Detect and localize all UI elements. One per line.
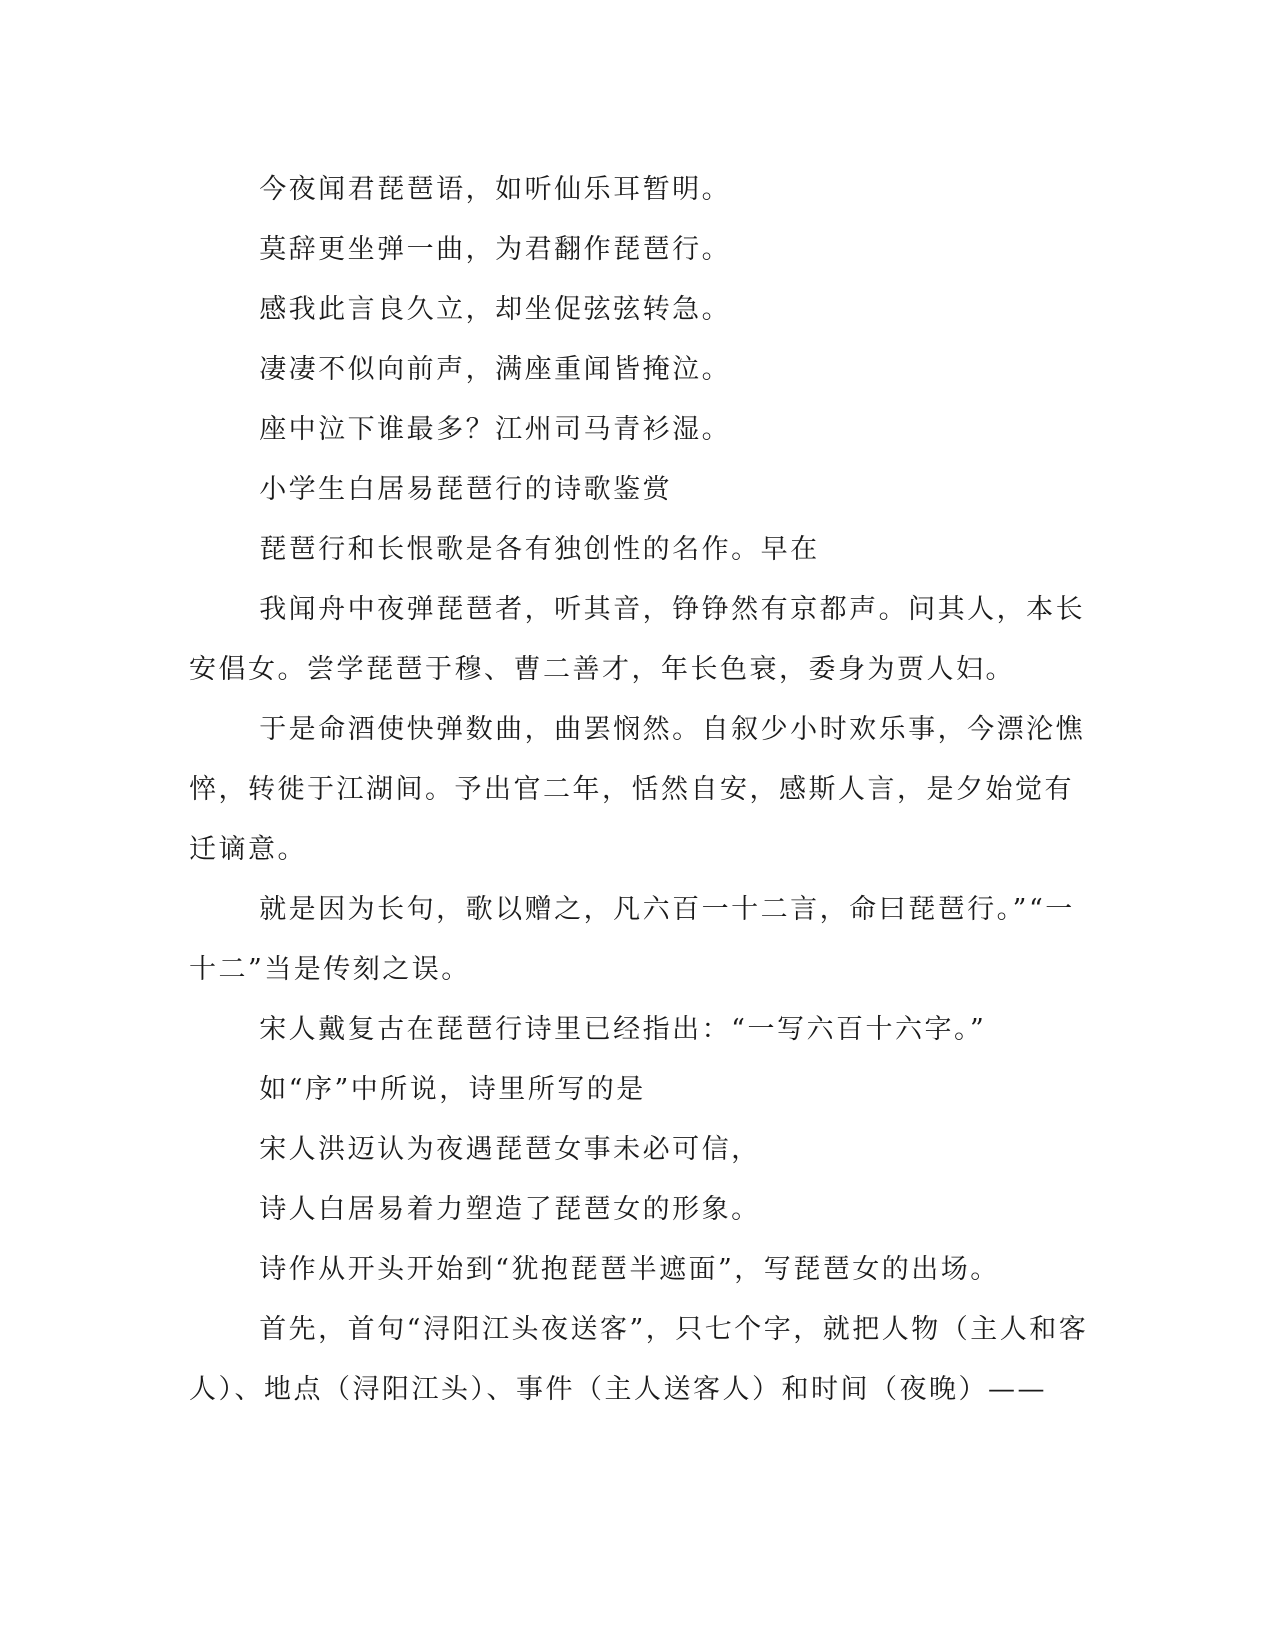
paragraph-15: 诗作从开头开始到“犹抱琵琶半遮面”，写琵琶女的出场。 xyxy=(259,1254,1000,1285)
paragraph-4: 凄凄不似向前声，满座重闻皆掩泣。 xyxy=(259,354,732,385)
paragraph-9: 于是命酒使快弹数曲，曲罢悯然。自叙少小时欢乐事，今漂沦憔 悴，转徙于江湖间。予出官二年，恬然自安，感斯人言，是夕始觉有 迁谪意。 xyxy=(189,714,1086,865)
paragraph-10: 就是因为长句，歌以赠之，凡六百一十二言，命曰琵琶行。”“一 十二”当是传刻之误。 xyxy=(189,894,1075,985)
section-heading: 小学生白居易琵琶行的诗歌鉴赏 xyxy=(259,474,673,505)
paragraph-5: 座中泣下谁最多？江州司马青衫湿。 xyxy=(259,414,732,445)
paragraph-13: 宋人洪迈认为夜遇琵琶女事未必可信， xyxy=(259,1134,761,1165)
paragraph-11: 宋人戴复古在琵琶行诗里已经指出：“一写六百十六字。” xyxy=(259,1014,987,1045)
paragraph-12: 如“序”中所说，诗里所写的是 xyxy=(259,1074,646,1105)
paragraph-1: 今夜闻君琵琶语，如听仙乐耳暂明。 xyxy=(259,174,732,205)
paragraph-16: 首先，首句“浔阳江头夜送客”，只七个字，就把人物（主人和客 人）、地点（浔阳江头）、事件（主人送客人）和时间（夜晚）—— xyxy=(189,1314,1089,1405)
paragraph-3: 感我此言良久立，却坐促弦弦转急。 xyxy=(259,294,732,325)
paragraph-14: 诗人白居易着力塑造了琵琶女的形象。 xyxy=(259,1194,761,1225)
document-body xyxy=(189,160,1089,1420)
paragraph-7: 琵琶行和长恨歌是各有独创性的名作。早在 xyxy=(259,534,820,565)
paragraph-8: 我闻舟中夜弹琵琶者，听其音，铮铮然有京都声。问其人，本长 安倡女。尝学琵琶于穆、曹二善才，年长色衰，委身为贾人妇。 xyxy=(189,594,1086,685)
paragraph-2: 莫辞更坐弹一曲，为君翻作琵琶行。 xyxy=(259,234,732,265)
